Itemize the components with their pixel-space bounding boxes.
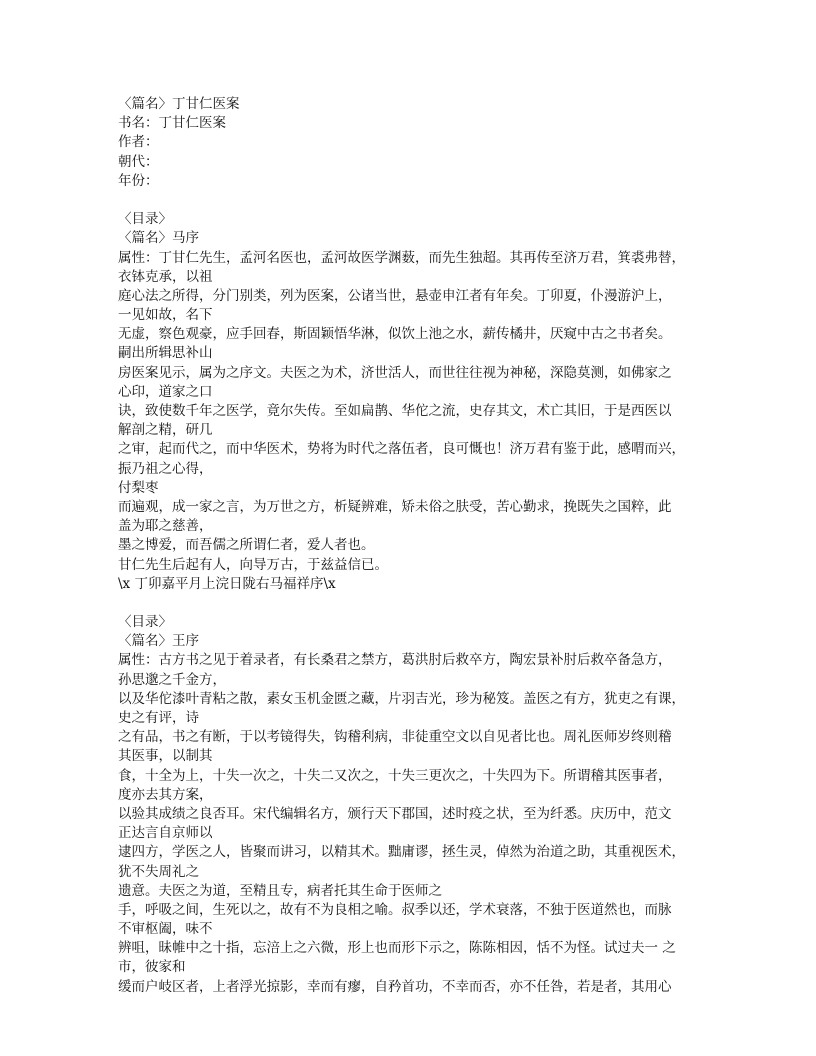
section2-body: [118, 651, 703, 996]
text-line: 诀，致使数千年之医学，竟尔失传。至如扁鹊、华佗之流，史存其文，术亡其旧，于是西医以: [118, 403, 672, 419]
section2-toc-line: 〈目录〉: [118, 614, 172, 631]
text-line: 振乃祖之心得，: [118, 460, 213, 477]
text-line: 正达言自京师以: [118, 825, 213, 842]
text-line: 属性：丁甘仁先生，孟河名医也，孟河故医学渊薮，而先生独超。其再传至济万君，箕裘弗替，: [118, 249, 685, 266]
spacer: [118, 594, 703, 613]
text-line: 犹不失周礼之: [118, 863, 199, 880]
section1-toc-line: 〈目录〉: [118, 211, 172, 228]
text-line: 衣钵克承，以祖: [118, 268, 213, 285]
text-line: 市，彼家和: [118, 959, 186, 976]
header-author-line: 作者：: [118, 134, 159, 151]
text-line: 度亦去其方案，: [118, 786, 213, 803]
text-line: 以验其成绩之良否耳。宋代编辑名方，颁行天下郡国，述时疫之状，至为纤悉。庆历中，范文: [118, 805, 672, 822]
header-book-line: 书名：丁甘仁医案: [118, 115, 226, 132]
text-line: 属性：古方书之见于着录者，有长桑君之禁方，葛洪肘后救卒方，陶宏景补肘后救卒备急方，: [118, 652, 672, 669]
section2-title-line: 〈篇名〉王序: [118, 633, 199, 650]
text-line: 无虚，察色观豪，应手回春，斯固颖悟华淋，似饮上池之水，薪传橘井，厌窥中古之书者矣。: [118, 326, 672, 343]
text-line: 逮四方，学医之人，皆聚而讲习，以精其术。黜庸谬，拯生灵，倬然为治道之助，其重视医术，: [118, 844, 685, 861]
text-line: 其医事，以制其: [118, 748, 213, 765]
text-line: \x 丁卯嘉平月上浣日陇右马福祥序\x: [118, 575, 336, 592]
text-line: 付梨枣: [118, 479, 159, 496]
text-line: 房医案见示，属为之序文。夫医之为术，济世活人，而世往往视为神秘，深隐莫测，如佛家之: [118, 364, 672, 381]
text-line: 手，呼吸之间，生死以之，故有不为良相之喻。叔季以还，学术衰落，不独于医道然也，而脉: [118, 901, 672, 918]
text-line: 盖为耶之慈善，: [118, 518, 213, 535]
text-line: 庭心法之所得，分门别类，列为医案，公诸当世，悬壶申江者有年矣。丁卯夏，仆漫游沪上，: [118, 287, 672, 304]
text-line: 墨之博爱，而吾儒之所谓仁者，爱人者也。: [118, 537, 375, 554]
text-line: 孙思邈之千金方，: [118, 671, 226, 688]
text-line: 嗣出所辑思补山: [118, 345, 213, 362]
text-line: 之有品，书之有断，于以考镜得失，钩稽利病，非徒重空文以自见者比也。周礼医师岁终则稽: [118, 729, 672, 746]
document-page: [118, 95, 703, 997]
text-line: 食，十全为上，十失一次之，十失二又次之，十失三更次之，十失四为下。所谓稽其医事者，: [118, 767, 672, 784]
section1-body: [118, 249, 703, 594]
text-line: 而遍观，成一家之言，为万世之方，析疑辨难，矫未俗之肤受，苦心勤求，挽既失之国粹，此: [118, 498, 672, 515]
text-line: 遗意。夫医之为道，至精且专，病者托其生命于医师之: [118, 882, 442, 899]
header-title-line: 〈篇名〉丁甘仁医案: [118, 96, 240, 112]
text-line: 不审枢阖，味不: [118, 921, 213, 938]
section1-title-line: 〈篇名〉马序: [118, 230, 199, 247]
text-line: 辨咀，昧帷中之十指，忘涪上之六微，形上也而形下示之，陈陈相因，恬不为怪。试过夫一 之: [118, 940, 676, 957]
spacer: [118, 191, 703, 210]
text-line: 之审，起而代之，而中华医术，势将为时代之落伍者，良可慨也！济万君有鉴于此，感喟而兴，: [118, 441, 685, 458]
text-line: 一见如故，名下: [118, 307, 213, 324]
header-dynasty-line: 朝代：: [118, 153, 159, 170]
text-line: 缓而户岐区者，上者浮光掠影，幸而有瘳，自矜首功，不幸而否，亦不任咎，若是者，其用心: [118, 978, 672, 995]
text-line: 心印，道家之口: [118, 383, 213, 400]
text-line: 解剖之精，研几: [118, 422, 213, 439]
text-line: 甘仁先生后起有人，向导万古，于兹益信已。: [118, 556, 388, 573]
text-line: 以及华佗漆叶青粘之散，素女玉机金匮之藏，片羽吉光，珍为秘笈。盖医之有方，犹吏之有课，: [118, 690, 685, 707]
header-year-line: 年份：: [118, 172, 159, 189]
text-line: 史之有评，诗: [118, 710, 199, 726]
